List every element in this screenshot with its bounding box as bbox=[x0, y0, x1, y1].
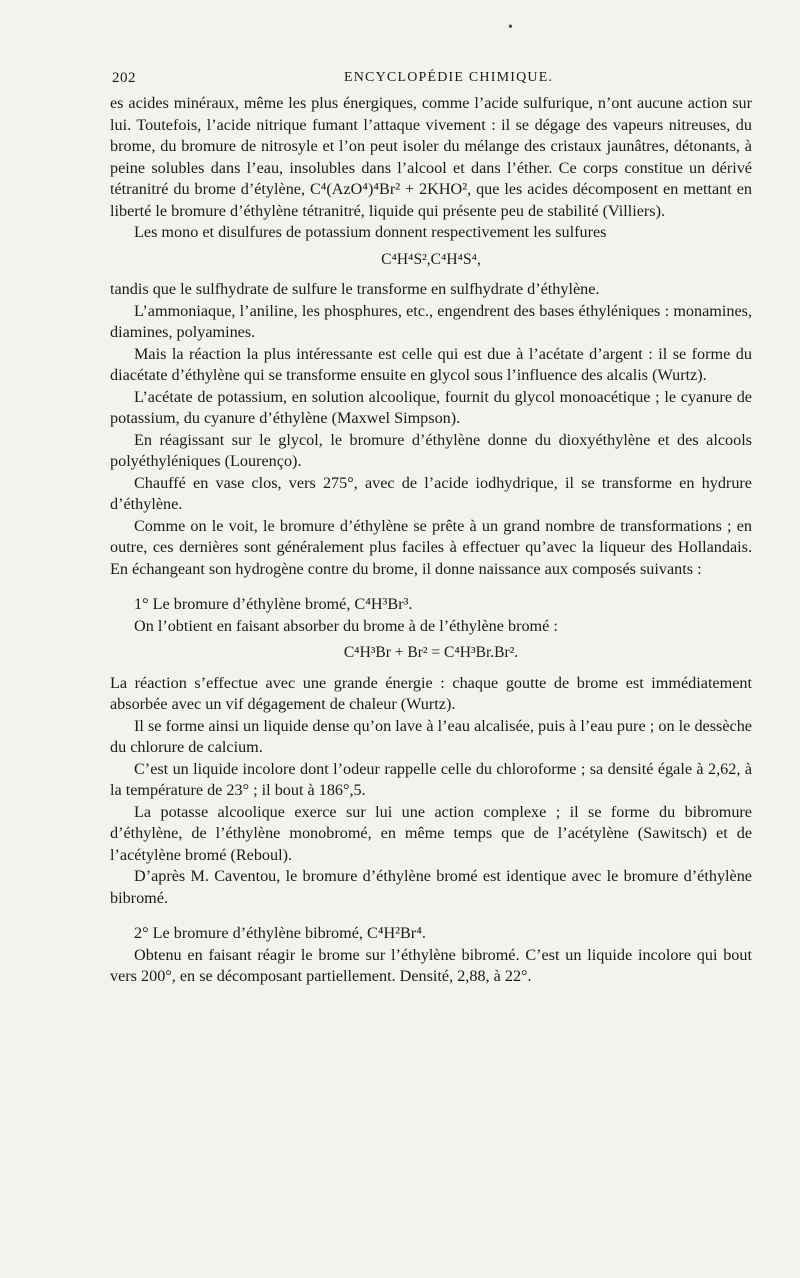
paragraph: tandis que le sulfhydrate de sulfure le transforme en sulfhydrate d’éthylène. bbox=[110, 280, 600, 298]
paragraph: L’ammoniaque, l’aniline, les phosphures, etc., engendrent des bases éthyléniques : monamines, diamines, polyamines. bbox=[110, 301, 752, 341]
page-number: 202 bbox=[112, 70, 136, 86]
paragraph: es acides minéraux, même les plus énergiques, comme l’acide sulfurique, n’ont aucune action sur lui. Toutefois, l’acide nitrique fumant l’attaque vivement : il se dégage des vapeurs nitreuses, du brome, du bromure de nitrosyle et l’on peut isoler du mélange des cristaux jaunâtres, détonants, à peine solubles dans l’eau, insolubles dans l’alcool et dans l’éther. Ce corps constitue un dérivé tétranitré du brome d’étylène, C⁴(AzO⁴)⁴Br² + 2KHO², que les acides décomposent en mettant en liberté le bromure d’éthylène tétranitré, liquide qui présente peu de stabilité (Villiers). bbox=[110, 94, 752, 220]
section-heading: 2° Le bromure d’éthylène bibromé, C⁴H²Br⁴. bbox=[134, 924, 426, 942]
paragraph: Chauffé en vase clos, vers 275°, avec de l’acide iodhydrique, il se transforme en hydrure d’éthylène. bbox=[110, 473, 752, 513]
paragraph: On l’obtient en faisant absorber du brome à de l’éthylène bromé : bbox=[134, 616, 558, 635]
page-body bbox=[110, 93, 752, 988]
page-header bbox=[112, 70, 742, 90]
print-mark: • bbox=[508, 20, 513, 35]
formula: C⁴H³Br + Br² = C⁴H³Br.Br². bbox=[343, 644, 519, 661]
section-heading: 1° Le bromure d’éthylène bromé, C⁴H³Br³. bbox=[134, 595, 413, 613]
paragraph: D’après M. Caventou, le bromure d’éthylène bromé est identique avec le bromure d’éthylène bibromé. bbox=[110, 867, 752, 907]
paragraph: La réaction s’effectue avec une grande énergie : chaque goutte de brome est immédiatement absorbée avec un vif dégagement de chaleur (Wurtz). bbox=[110, 673, 752, 713]
paragraph: L’acétate de potassium, en solution alcoolique, fournit du glycol monoacétique ; le cyanure de potassium, du cyanure d’éthylène (Maxwel Simpson). bbox=[110, 387, 752, 427]
paragraph: En réagissant sur le glycol, le bromure d’éthylène donne du dioxyéthylène et des alcools polyéthyléniques (Lourenço). bbox=[110, 430, 752, 470]
paragraph: La potasse alcoolique exerce sur lui une action complexe ; il se forme du bibromure d’éthylène, de l’éthylène monobromé, en même temps que de l’acétylène (Sawitsch) et de l’acétylène bromé (Reboul). bbox=[110, 802, 752, 864]
formula: C⁴H⁴S²,C⁴H⁴S⁴, bbox=[381, 250, 481, 268]
paragraph: Mais la réaction la plus intéressante est celle qui est due à l’acétate d’argent : il se forme du diacétate d’éthylène qui se transforme ensuite en glycol sous l’influence des alcalis (Wurtz). bbox=[110, 344, 752, 384]
paragraph: Obtenu en faisant réagir le brome sur l’éthylène bibromé. C’est un liquide incolore qui bout vers 200°, en se décomposant partiellement. Densité, 2,88, à 22°. bbox=[110, 945, 752, 985]
running-head: ENCYCLOPÉDIE CHIMIQUE. bbox=[344, 70, 554, 85]
paragraph: Comme on le voit, le bromure d’éthylène se prête à un grand nombre de transformations ; en outre, ces dernières sont généralement plus faciles à effectuer qu’avec la liqueur des Hollandais. En échangeant son hydrogène contre du brome, il donne naissance aux composés suivants : bbox=[110, 516, 752, 578]
paragraph: Les mono et disulfures de potassium donnent respectivement les sulfures bbox=[134, 223, 607, 241]
paragraph: C’est un liquide incolore dont l’odeur rappelle celle du chloroforme ; sa densité égale à 2,62, à la température de 23° ; il bout à 186°,5. bbox=[110, 759, 752, 799]
paragraph: Il se forme ainsi un liquide dense qu’on lave à l’eau alcalisée, puis à l’eau pure ; on le dessèche du chlorure de calcium. bbox=[110, 716, 752, 756]
